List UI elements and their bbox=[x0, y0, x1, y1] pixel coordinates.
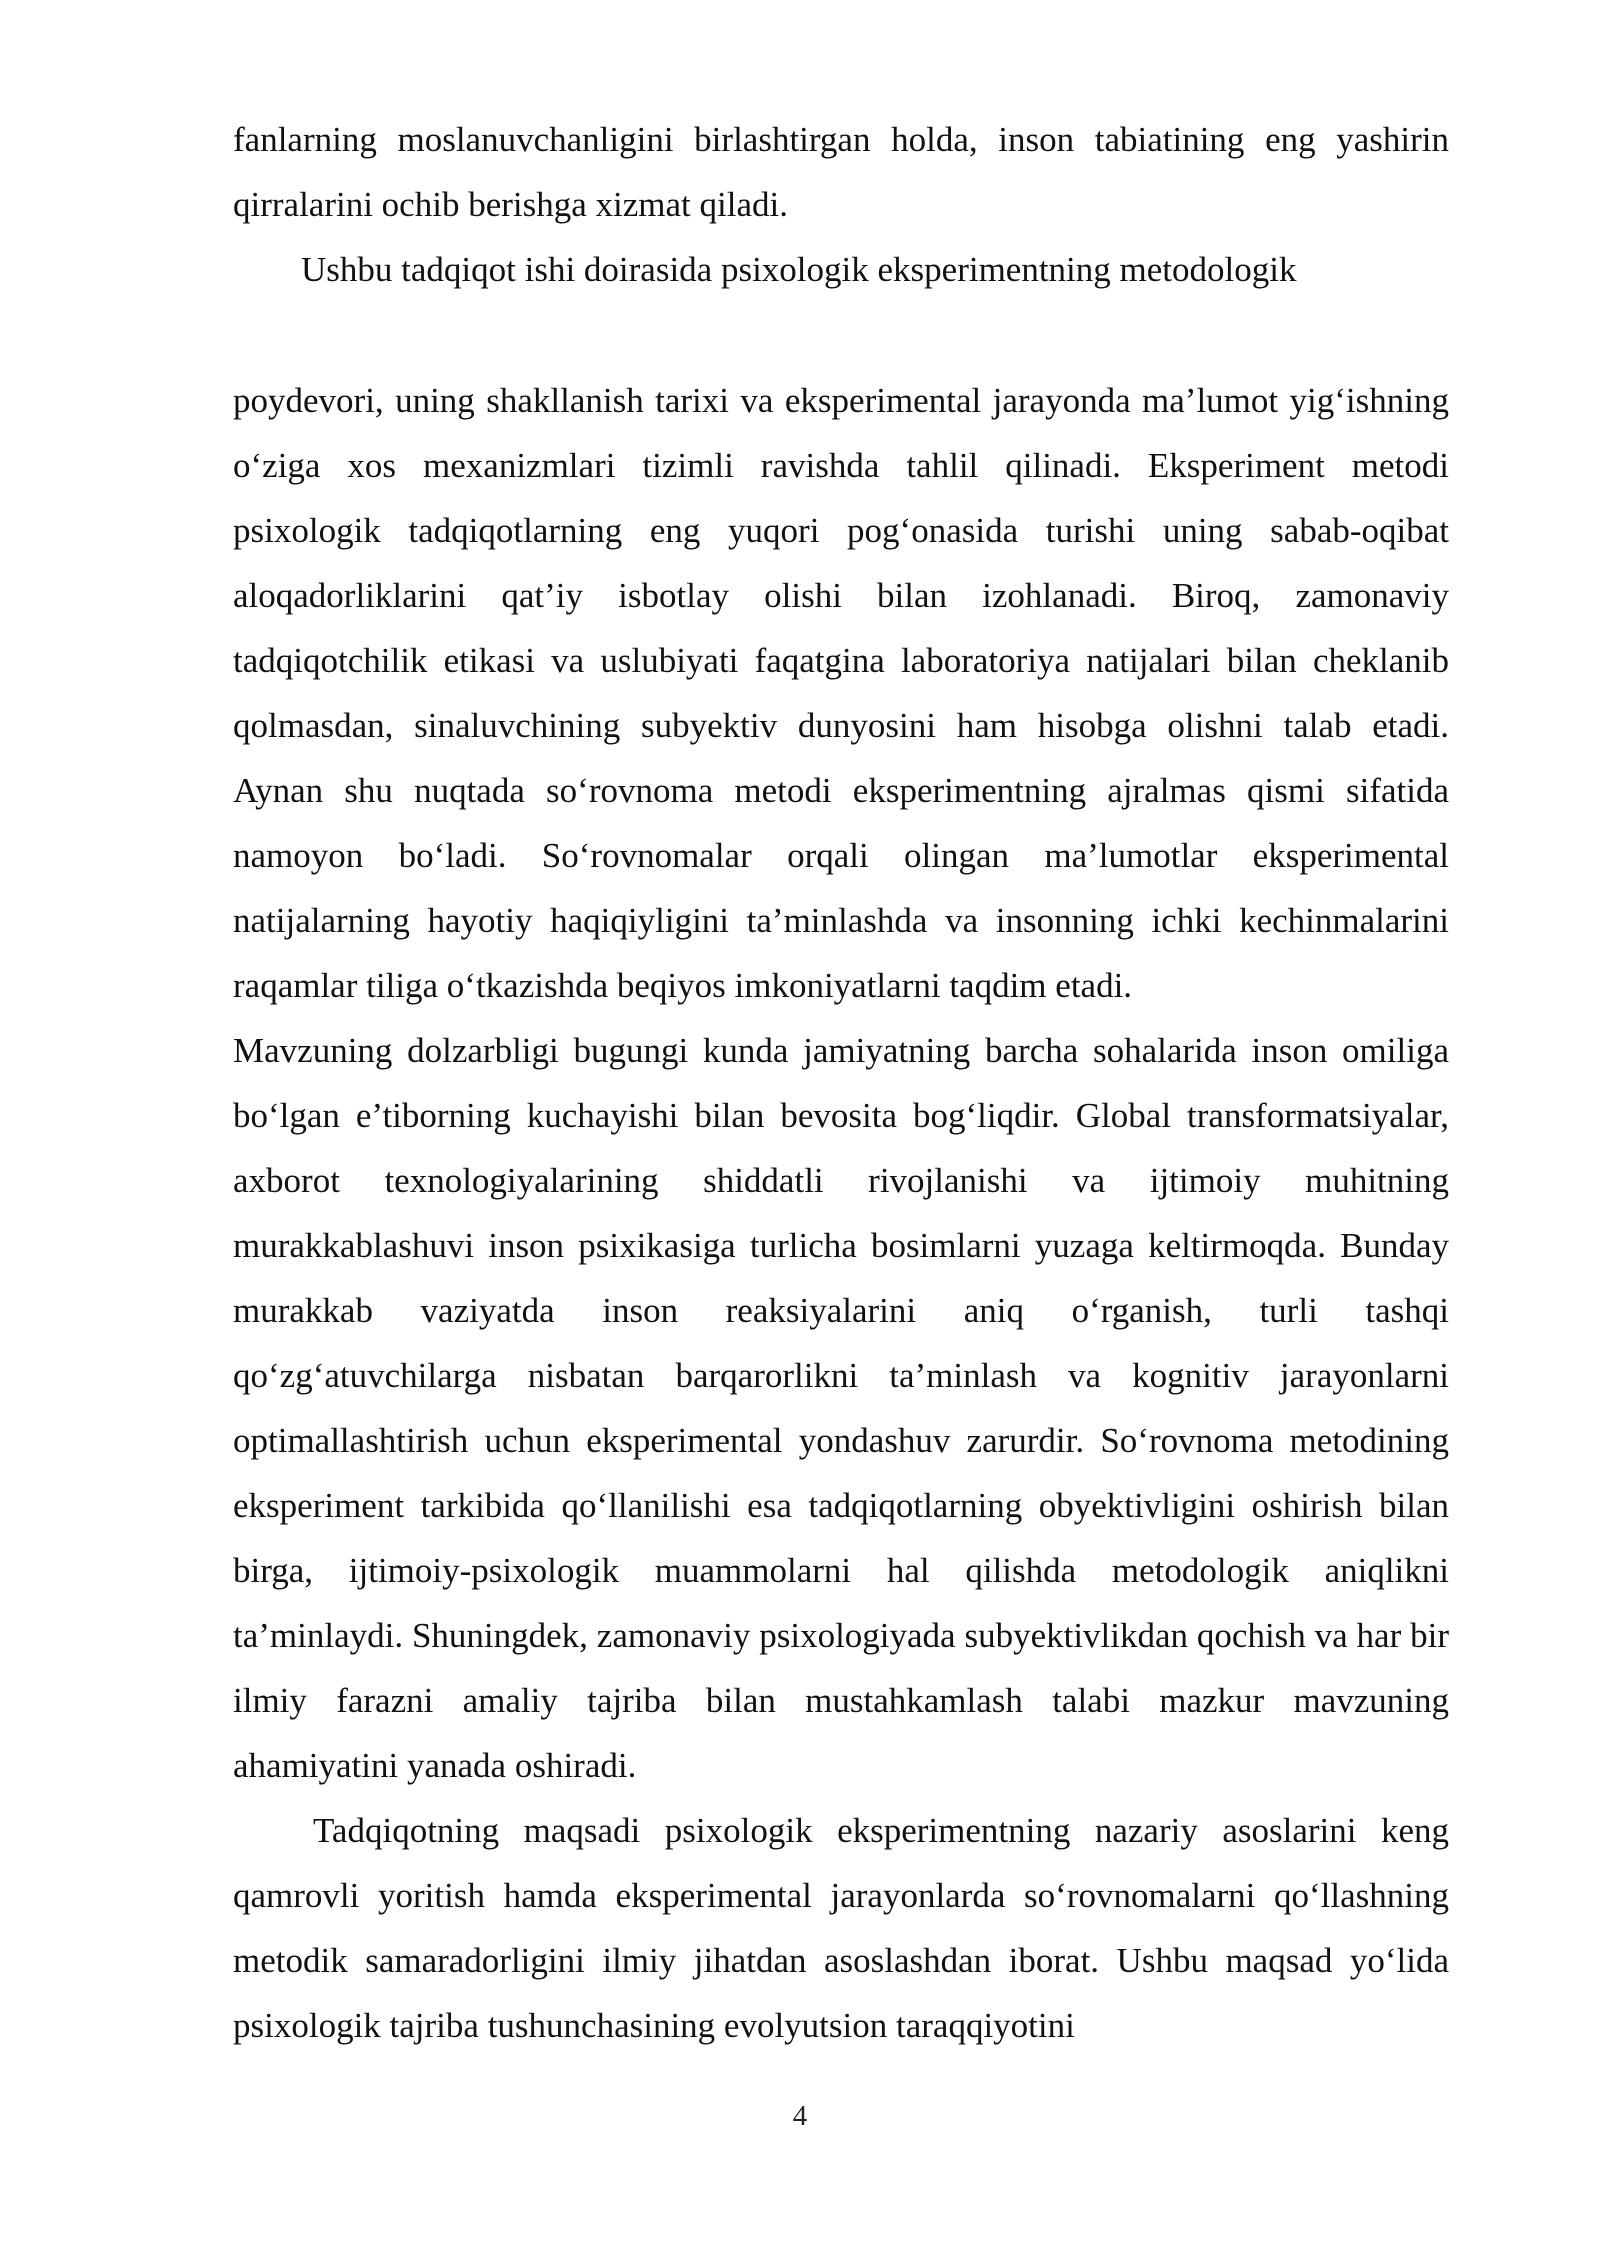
paragraph-methodology: poydevori, uning shakllanish tarixi va eksperimental jarayonda ma’lumot yig‘ishning o‘ziga xos mexanizmlari tizimli ravishda tahlil qilinadi. Eksperiment metodi psixologik tadqiqotlarning eng yuqori pog‘onasida turishi uning sabab-oqibat aloqadorliklarini qat’iy isbotlay olishi bilan izohlanadi. Biroq, zamonaviy tadqiqotchilik etikasi va uslubiyati faqatgina laboratoriya natijalari bilan cheklanib qolmasdan, sinaluvchining subyektiv dunyosini ham hisobga olishni talab etadi. Aynan shu nuqtada so‘rovnoma metodi eksperimentning ajralmas qismi sifatida namoyon bo‘ladi. So‘rovnomalar orqali olingan ma’lumotlar eksperimental natijalarning hayotiy haqiqiyligini ta’minlashda va insonning ichki kechinmalarini raqamlar tiliga o‘tkazishda beqiyos imkoniyatlarni taqdim etadi. bbox=[233, 381, 1449, 1005]
paragraph-goal: Tadqiqotning maqsadi psixologik eksperimentning nazariy asoslarini keng qamrovli yoritish hamda eksperimental jarayonlarda so‘rovnomalarni qo‘llashning metodik samaradorligini ilmiy jihatdan asoslashdan iborat. Ushbu maqsad yo‘lida psixologik tajriba tushunchasining evolyutsion taraqqiyotini bbox=[233, 1811, 1449, 2045]
text-block-top bbox=[233, 107, 1449, 302]
paragraph-continuation: fanlarning moslanuvchanligini birlashtirgan holda, inson tabiatining eng yashirin qirralarini ochib berishga xizmat qiladi. bbox=[233, 120, 1449, 224]
page-number: 4 bbox=[792, 2100, 808, 2132]
paragraph-intro: Ushbu tadqiqot ishi doirasida psixologik eksperimentning metodologik bbox=[301, 250, 1297, 289]
paragraph-relevance: Mavzuning dolzarbligi bugungi kunda jamiyatning barcha sohalarida inson omiliga bo‘lgan e’tiborning kuchayishi bilan bevosita bog‘liqdir. Global transformatsiyalar, axborot texnologiyalarining shiddatli rivojlanishi va ijtimoiy muhitning murakkablashuvi inson psixikasiga turlicha bosimlarni yuzaga keltirmoqda. Bunday murakkab vaziyatda inson reaksiyalarini aniq o‘rganish, turli tashqi qo‘zg‘atuvchilarga nisbatan barqarorlikni ta’minlash va kognitiv jarayonlarni optimallashtirish uchun eksperimental yondashuv zarurdir. So‘rovnoma metodining eksperiment tarkibida qo‘llanilishi esa tadqiqotlarning obyektivligini oshirish bilan birga, ijtimoiy-psixologik muammolarni hal qilishda metodologik aniqlikni ta’minlaydi. Shuningdek, zamonaviy psixologiyada subyektivlikdan qochish va har bir ilmiy farazni amaliy tajriba bilan mustahkamlash talabi mazkur mavzuning ahamiyatini yanada oshiradi. bbox=[233, 1031, 1449, 1785]
text-block-main bbox=[233, 368, 1449, 2058]
